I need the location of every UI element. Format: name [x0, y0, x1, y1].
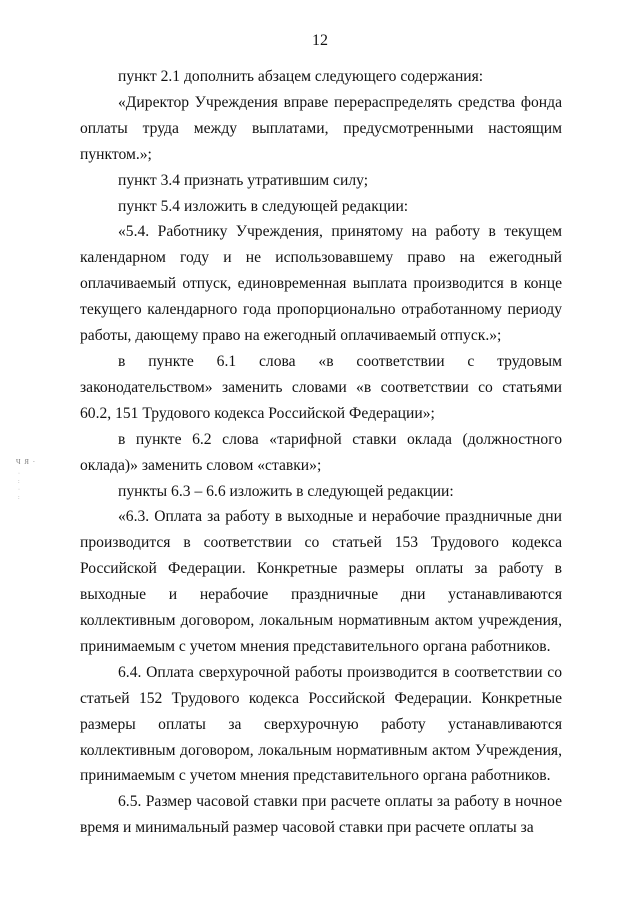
paragraph-6: в пункте 6.1 слова «в соответствии с трудовым законодательством» заменить словами «в соответствии со статьями 60.2, 151 Трудового кодекса Российской Федерации»;: [80, 352, 562, 422]
paragraph-3: пункт 3.4 признать утратившим силу;: [118, 171, 369, 189]
paragraph-5: «5.4. Работнику Учреждения, принятому на работу в текущем календарном году и не использовавшему право на ежегодный оплачиваемый отпуск, единовременная выплата производится в конце текущего календарного года пропорционально отработанному периоду работы, дающему право на ежегодный оплачиваемый отпуск.»;: [80, 223, 562, 345]
paragraph-2: «Директор Учреждения вправе перераспределять средства фонда оплаты труда между выплатами, предусмотренными настоящим пунктом.»;: [80, 93, 562, 163]
paragraph-8: пункты 6.3 – 6.6 изложить в следующей редакции:: [118, 482, 454, 500]
page-number: 12: [312, 32, 328, 49]
document-body: [80, 64, 562, 841]
paragraph-10: 6.4. Оплата сверхурочной работы производится в соответствии со статьей 152 Трудового кодекса Российской Федерации. Конкретные размеры оплаты за сверхурочную работу устанавливаются коллективным договором, локальным нормативным актом Учреждения, принимаемым с учетом мнения представительного органа работников.: [80, 663, 562, 785]
paragraph-7: в пункте 6.2 слова «тарифной ставки оклада (должностного оклада)» заменить словом «ставки»;: [80, 430, 562, 474]
paragraph-1: пункт 2.1 дополнить абзацем следующего содержания:: [118, 68, 484, 85]
margin-scan-mark: Ч Я ·: [16, 458, 37, 466]
paragraph-11: 6.5. Размер часовой ставки при расчете оплаты за работу в ночное время и минимальный размер часовой ставки при расчете оплаты за: [80, 793, 562, 837]
margin-scan-dots: · : · :: [18, 471, 20, 501]
paragraph-4: пункт 5.4 изложить в следующей редакции:: [118, 197, 409, 215]
paragraph-9: «6.3. Оплата за работу в выходные и нерабочие праздничные дни производится в соответствии со статьей 153 Трудового кодекса Российской Федерации. Конкретные размеры оплаты за работу в выходные и нерабочие праздничные дни устанавливаются коллективным договором, локальным нормативным актом учреждения, принимаемым с учетом мнения представительного органа работников.: [80, 508, 562, 655]
